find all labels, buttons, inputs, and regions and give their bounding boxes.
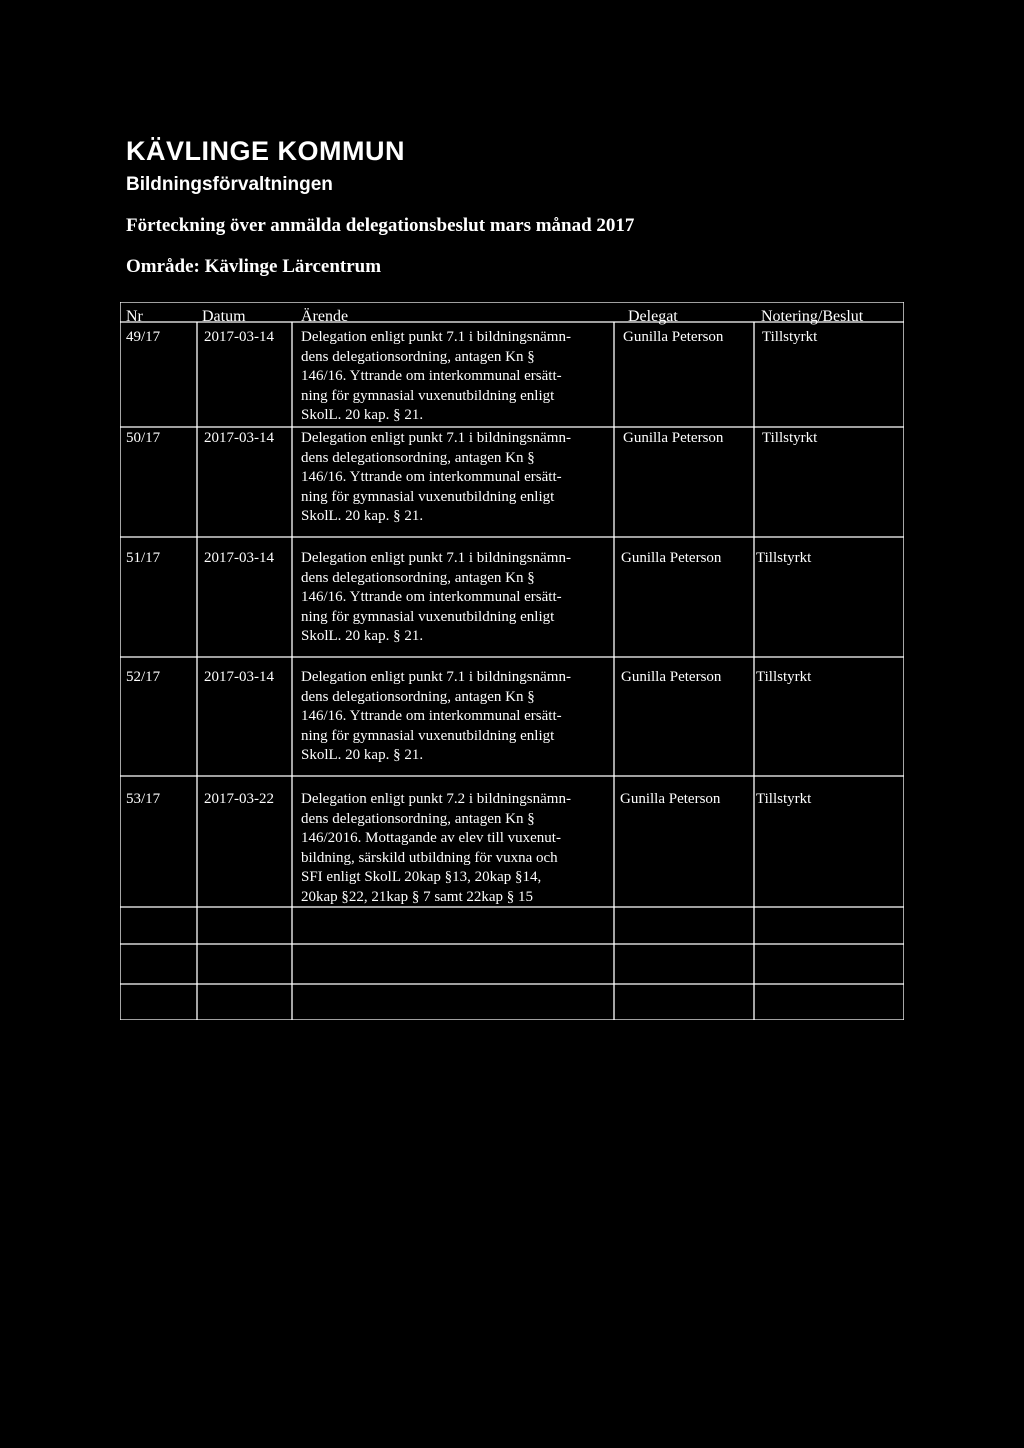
arende-line: Delegation enligt punkt 7.2 i bildningsnämn- — [301, 791, 571, 807]
cell-datum: 2017-03-14 — [204, 430, 274, 446]
cell-arende — [301, 790, 571, 907]
arende-line: SkolL. 20 kap. § 21. — [301, 508, 424, 524]
cell-nr: 50/17 — [126, 430, 161, 446]
cell-notering: Tillstyrkt — [756, 550, 812, 566]
arende-line: SkolL. 20 kap. § 21. — [301, 628, 424, 644]
cell-delegat: Gunilla Peterson — [621, 669, 722, 685]
document-area: Område: Kävlinge Lärcentrum — [126, 256, 382, 277]
cell-nr: 49/17 — [126, 329, 161, 345]
arende-line: dens delegationsordning, antagen Kn § — [301, 810, 535, 827]
delegation-table — [120, 302, 904, 1020]
arende-line: ning för gymnasial vuxenutbildning enligt — [301, 387, 555, 404]
cell-nr: 51/17 — [126, 550, 161, 566]
arende-line: ning för gymnasial vuxenutbildning enligt — [301, 608, 555, 625]
arende-line: Delegation enligt punkt 7.1 i bildningsnämn- — [301, 329, 571, 345]
cell-notering: Tillstyrkt — [756, 669, 812, 685]
arende-line: SkolL. 20 kap. § 21. — [301, 747, 424, 763]
arende-line: 146/16. Yttrande om interkommunal ersätt- — [301, 589, 562, 605]
department-name: Bildningsförvaltningen — [126, 174, 333, 195]
cell-arende — [301, 429, 571, 527]
cell-datum: 2017-03-14 — [204, 329, 274, 345]
arende-line: Delegation enligt punkt 7.1 i bildningsnämn- — [301, 550, 571, 566]
cell-arende — [301, 668, 571, 766]
col-header-notering: Notering/Beslut — [761, 308, 864, 325]
arende-line: 146/16. Yttrande om interkommunal ersätt- — [301, 708, 562, 724]
arende-line: 146/16. Yttrande om interkommunal ersätt- — [301, 368, 562, 384]
cell-datum: 2017-03-14 — [204, 550, 274, 566]
cell-notering: Tillstyrkt — [756, 791, 812, 807]
arende-line: bildning, särskild utbildning för vuxna och — [301, 849, 558, 866]
cell-arende — [301, 328, 571, 426]
arende-line: Delegation enligt punkt 7.1 i bildningsnämn- — [301, 669, 571, 685]
cell-notering: Tillstyrkt — [762, 430, 818, 446]
arende-line: Delegation enligt punkt 7.1 i bildningsnämn- — [301, 430, 571, 446]
cell-delegat: Gunilla Peterson — [621, 550, 722, 566]
arende-line: ning för gymnasial vuxenutbildning enligt — [301, 727, 555, 744]
cell-delegat: Gunilla Peterson — [623, 329, 724, 345]
cell-nr: 53/17 — [126, 791, 161, 807]
org-name: KÄVLINGE KOMMUN — [126, 136, 405, 166]
arende-line: dens delegationsordning, antagen Kn § — [301, 348, 535, 365]
cell-delegat: Gunilla Peterson — [620, 791, 721, 807]
arende-line: SFI enligt SkolL 20kap §13, 20kap §14, — [301, 869, 542, 885]
arende-line: SkolL. 20 kap. § 21. — [301, 407, 424, 423]
col-header-nr: Nr — [126, 308, 143, 325]
arende-line: 146/2016. Mottagande av elev till vuxenut- — [301, 830, 561, 846]
col-header-datum: Datum — [202, 308, 246, 325]
cell-delegat: Gunilla Peterson — [623, 430, 724, 446]
arende-line: dens delegationsordning, antagen Kn § — [301, 449, 535, 466]
col-header-delegat: Delegat — [628, 308, 678, 325]
arende-line: dens delegationsordning, antagen Kn § — [301, 688, 535, 705]
cell-arende — [301, 549, 571, 647]
arende-line: dens delegationsordning, antagen Kn § — [301, 569, 535, 586]
document-title: Förteckning över anmälda delegationsbeslut mars månad 2017 — [126, 215, 635, 236]
col-header-arende: Ärende — [301, 308, 349, 325]
cell-datum: 2017-03-14 — [204, 669, 274, 685]
arende-line: ning för gymnasial vuxenutbildning enligt — [301, 488, 555, 505]
arende-line: 146/16. Yttrande om interkommunal ersätt- — [301, 469, 562, 485]
cell-nr: 52/17 — [126, 669, 161, 685]
arende-line: 20kap §22, 21kap § 7 samt 22kap § 15 — [301, 888, 534, 905]
cell-notering: Tillstyrkt — [762, 329, 818, 345]
cell-datum: 2017-03-22 — [204, 791, 274, 807]
